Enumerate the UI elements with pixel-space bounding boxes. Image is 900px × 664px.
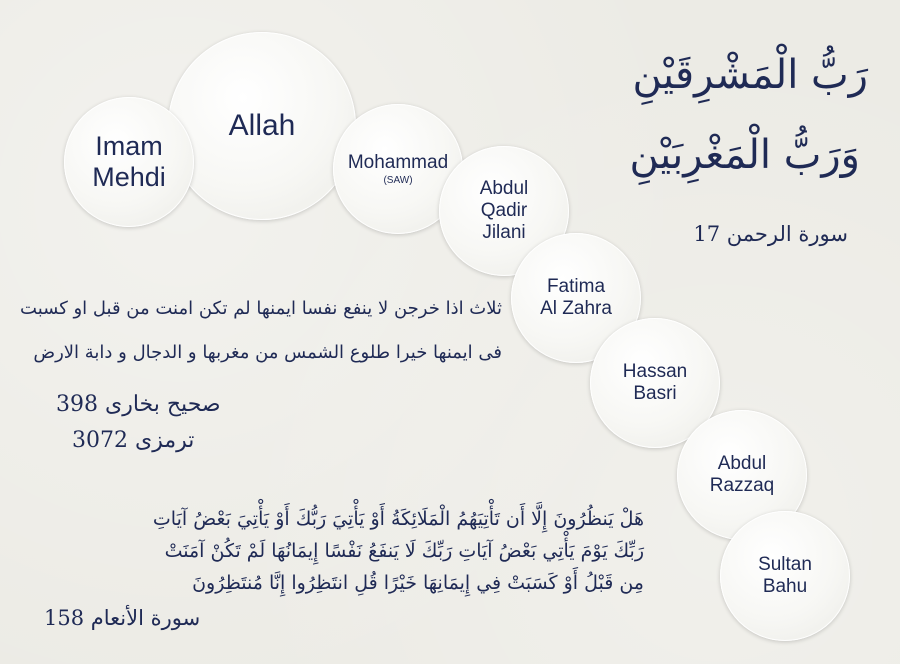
circle-imam-mehdi [64,97,194,227]
bottom-verse-line1: هَلْ يَنظُرُونَ إِلَّا أَن تَأْتِيَهُمُ الْمَلَائِكَةُ أَوْ يَأْتِيَ رَبُّكَ أَوْ يَأْتِيَ بَعْضُ آيَاتِ [152,508,644,530]
circle-label: Mohammad [347,151,449,173]
hadith-line2: فى ايمنها خيرا طلوع الشمس من مغربها و الدجال و دابة الارض [33,342,502,363]
bottom-verse-reference: سورة الأنعام 158 [44,606,201,630]
circle-label: Fatima Al Zahra [540,276,612,319]
bottom-verse-line2: رَبِّكَ يَوْمَ يَأْتِي بَعْضُ آيَاتِ رَبِّكَ لَا يَنفَعُ نَفْسًا إِيمَانُهَا لَمْ تَكُنْ آمَنَتْ [164,540,644,562]
circle-label: Sultan Bahu [758,554,812,597]
circle-label: Imam Mehdi [92,130,166,192]
circle-allah [168,32,356,220]
bottom-verse-line3: مِن قَبْلُ أَوْ كَسَبَتْ فِي إِيمَانِهَا خَيْرًا قُلِ انتَظِرُوا إِنَّا مُنتَظِرُونَ [192,572,644,594]
top-verse-reference: سورة الرحمن 17 [693,222,848,246]
circle-label: Abdul Razzaq [709,453,775,496]
hadith-reference-tirmidhi: ترمزی 3072 [72,428,195,453]
hadith-line1: ثلاث اذا خرجن لا ينفع نفسا ايمنها لم تكن امنت من قبل او كسبت [20,298,502,319]
circle-sublabel: (SAW) [383,175,413,187]
hadith-reference-bukhari: صحيح بخاری 398 [56,392,221,417]
top-verse-line2: وَرَبُّ الْمَغْرِبَيْنِ [629,132,860,178]
circle-label: Hassan Basri [622,361,688,404]
circle-label: Allah [228,108,296,142]
circle-sultan-bahu [720,511,850,641]
top-verse-line1: رَبُّ الْمَشْرِقَيْنِ [632,52,868,98]
circle-label: Abdul Qadir Jilani [479,178,529,243]
